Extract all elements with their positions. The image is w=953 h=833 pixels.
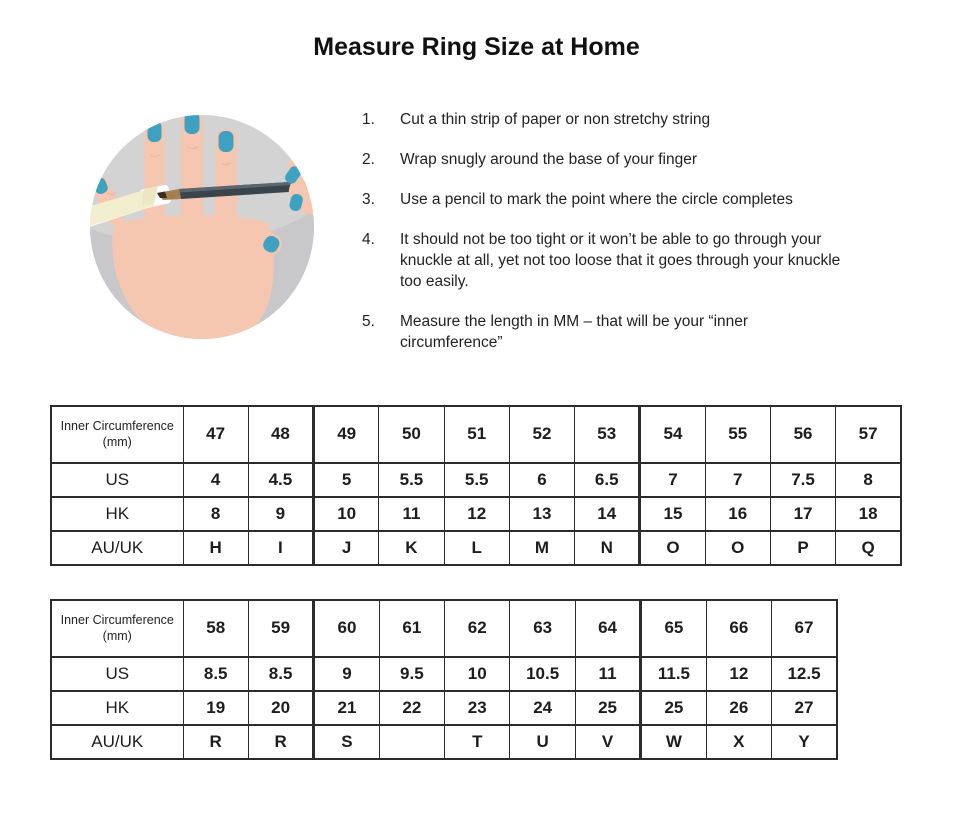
size-value: 11.5 [641,657,706,691]
size-value: H [183,531,248,565]
instruction-text: Wrap snugly around the base of your finger [400,150,697,168]
size-value: W [641,725,706,759]
instruction-number: 2. [362,150,375,168]
size-value: 10 [314,497,379,531]
row-label: US [51,463,183,497]
size-value: 12 [706,657,771,691]
size-value: 5.5 [379,463,444,497]
mm-value: 60 [314,600,379,657]
ring-measure-illustration [84,107,320,343]
size-value: 5.5 [444,463,509,497]
size-value: 7 [640,463,705,497]
table-row [51,657,837,691]
ring-size-table-2 [50,599,838,760]
size-value: 5 [314,463,379,497]
corner-header [51,600,183,657]
mm-value: 66 [706,600,771,657]
size-value: V [575,725,640,759]
size-value: 22 [379,691,444,725]
size-value: 6.5 [575,463,640,497]
table-row [51,531,901,565]
size-value: O [640,531,705,565]
table-row [51,725,837,759]
mm-value: 63 [510,600,575,657]
mm-value: 58 [183,600,248,657]
size-value: 4.5 [248,463,313,497]
size-value: X [706,725,771,759]
size-value: 15 [640,497,705,531]
size-value: N [575,531,640,565]
instruction-item [362,189,844,210]
size-value: 10.5 [510,657,575,691]
size-value: 26 [706,691,771,725]
size-value: 12.5 [772,657,837,691]
mm-value: 48 [248,406,313,463]
size-value: 9 [248,497,313,531]
size-value: 18 [836,497,901,531]
table-row [51,497,901,531]
page-title: Measure Ring Size at Home [313,33,640,61]
mm-value: 49 [314,406,379,463]
row-label: AU/UK [51,725,183,759]
mm-value: 54 [640,406,705,463]
size-value: 8 [836,463,901,497]
mm-value: 55 [705,406,770,463]
table-row [51,691,837,725]
mm-value: 47 [183,406,248,463]
mm-value: 64 [575,600,640,657]
mm-value: 57 [836,406,901,463]
size-value: 11 [379,497,444,531]
instruction-number: 1. [362,110,375,128]
size-value: O [705,531,770,565]
mm-value: 67 [772,600,837,657]
mm-value: 50 [379,406,444,463]
instruction-list [362,109,844,359]
size-value: 10 [445,657,510,691]
size-value: 17 [770,497,835,531]
size-value: R [183,725,248,759]
instruction-text: Cut a thin strip of paper or non stretchy string [400,110,711,128]
size-value: 12 [444,497,509,531]
size-value: M [509,531,574,565]
row-label: US [51,657,183,691]
size-value: 19 [183,691,248,725]
instruction-number: 4. [362,230,375,248]
instruction-item [362,229,844,292]
mm-value: 51 [444,406,509,463]
size-value: Y [772,725,837,759]
ring-size-table-1 [50,405,902,566]
tables-section [50,405,953,760]
instruction-number: 5. [362,312,375,330]
mm-value: 61 [379,600,444,657]
corner-header [51,406,183,463]
table-row [51,463,901,497]
instruction-text: Measure the length in MM – that will be your “inner circumference” [400,312,749,351]
size-value: 7 [705,463,770,497]
size-value: 8.5 [183,657,248,691]
size-value: R [248,725,313,759]
size-value: T [445,725,510,759]
row-label: HK [51,691,183,725]
size-value: P [770,531,835,565]
mm-value: 52 [509,406,574,463]
size-value: 11 [575,657,640,691]
row-label: AU/UK [51,531,183,565]
size-value: 13 [509,497,574,531]
size-value: 14 [575,497,640,531]
size-value: 27 [772,691,837,725]
instruction-item [362,109,844,130]
size-value: 23 [445,691,510,725]
size-value: 8 [183,497,248,531]
size-value: S [314,725,379,759]
mm-value: 53 [575,406,640,463]
size-value: 25 [575,691,640,725]
instruction-item [362,311,844,353]
size-value: L [444,531,509,565]
instruction-text: It should not be too tight or it won’t be able to go through your knuckle at all, yet not too loose that it goes through your knuckle too easily. [400,230,841,290]
mm-value: 62 [445,600,510,657]
size-value: I [248,531,313,565]
size-value: 16 [705,497,770,531]
size-value: 25 [641,691,706,725]
size-value: J [314,531,379,565]
size-value: 4 [183,463,248,497]
instruction-number: 3. [362,190,375,208]
mm-value: 65 [641,600,706,657]
corner-header-label: Inner Circumference [60,419,174,433]
size-value: 6 [509,463,574,497]
instruction-text: Use a pencil to mark the point where the circle completes [400,190,793,208]
corner-header-sub: (mm) [102,435,132,450]
instruction-item [362,149,844,170]
size-value: 21 [314,691,379,725]
mm-value: 59 [248,600,313,657]
size-value: 24 [510,691,575,725]
row-label: HK [51,497,183,531]
size-value: Q [836,531,901,565]
size-value: U [510,725,575,759]
corner-header-label: Inner Circumference [60,613,174,627]
size-value: 7.5 [770,463,835,497]
intro-section [0,107,953,359]
size-value: 20 [248,691,313,725]
size-value: K [379,531,444,565]
corner-header-sub: (mm) [102,629,132,644]
size-value: 9.5 [379,657,444,691]
mm-value: 56 [770,406,835,463]
size-value: 9 [314,657,379,691]
size-value: 8.5 [248,657,313,691]
size-value [379,725,444,759]
